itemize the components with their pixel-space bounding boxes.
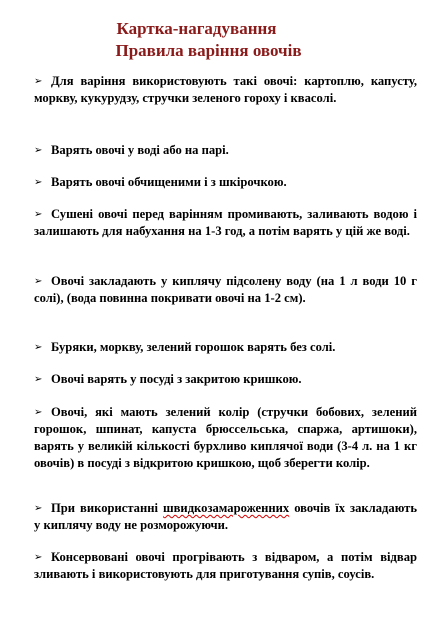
rule-text-start: При використанні <box>51 501 163 515</box>
rule-item <box>34 142 417 159</box>
rule-item <box>34 500 417 534</box>
rule-item <box>34 339 417 356</box>
arrow-bullet-icon: ➢ <box>34 342 43 353</box>
arrow-bullet-icon: ➢ <box>34 503 43 514</box>
spellcheck-marked-word: швидкозамароженних <box>163 501 290 515</box>
arrow-bullet-icon: ➢ <box>34 374 43 385</box>
rule-item <box>34 174 417 191</box>
rule-text: Сушені овочі перед варінням промивають, заливають водою і залишають для набухання на 1-3 год, а потім варять у цій же воді. <box>34 207 417 238</box>
arrow-bullet-icon: ➢ <box>34 407 43 418</box>
rule-text-end: овочів їх закладають у киплячу воду не розморожуючи. <box>34 501 418 532</box>
rule-text: Овочі закладають у киплячу підсолену воду (на 1 л води 10 г солі), (вода повинна покривати овочі на 1-2 см). <box>34 274 417 305</box>
arrow-bullet-icon: ➢ <box>34 209 43 220</box>
rule-text: Для варіння використовують такі овочі: картоплю, капусту, моркву, кукурудзу, стручки зеленого гороху і квасолі. <box>34 74 417 105</box>
rule-text: Варять овочі обчищеними і з шкірочкою. <box>51 175 287 189</box>
arrow-bullet-icon: ➢ <box>34 177 43 188</box>
rule-text: Консервовані овочі прогрівають з відваром, а потім відвар зливають і використовують для приготування супів, соусів. <box>34 550 417 581</box>
arrow-bullet-icon: ➢ <box>34 276 43 287</box>
rule-item <box>34 73 417 107</box>
document-subtitle: Правила варіння овочів <box>115 41 302 60</box>
arrow-bullet-icon: ➢ <box>34 552 43 563</box>
arrow-bullet-icon: ➢ <box>34 76 43 87</box>
rule-text: Овочі, які мають зелений колір (стручки бобових, зелений горошок, шпинат, капуста брюссельська, спаржа, артишоки), варять у великій кількості бурхливо киплячої води (3-4 л. на 1 кг овочів) в посуді з відкритою кришкою, щоб зберегти колір. <box>34 405 417 470</box>
arrow-bullet-icon: ➢ <box>34 145 43 156</box>
rule-item <box>34 371 417 388</box>
rule-item <box>34 206 417 240</box>
rule-item <box>34 404 417 472</box>
document-title: Картка-нагадування <box>116 19 277 38</box>
rule-item <box>34 549 417 583</box>
rule-text: Варять овочі у воді або на парі. <box>51 143 229 157</box>
rule-text: Буряки, моркву, зелений горошок варять без солі. <box>51 340 336 354</box>
rule-item <box>34 273 417 307</box>
rule-text: Овочі варять у посуді з закритою кришкою. <box>51 372 302 386</box>
